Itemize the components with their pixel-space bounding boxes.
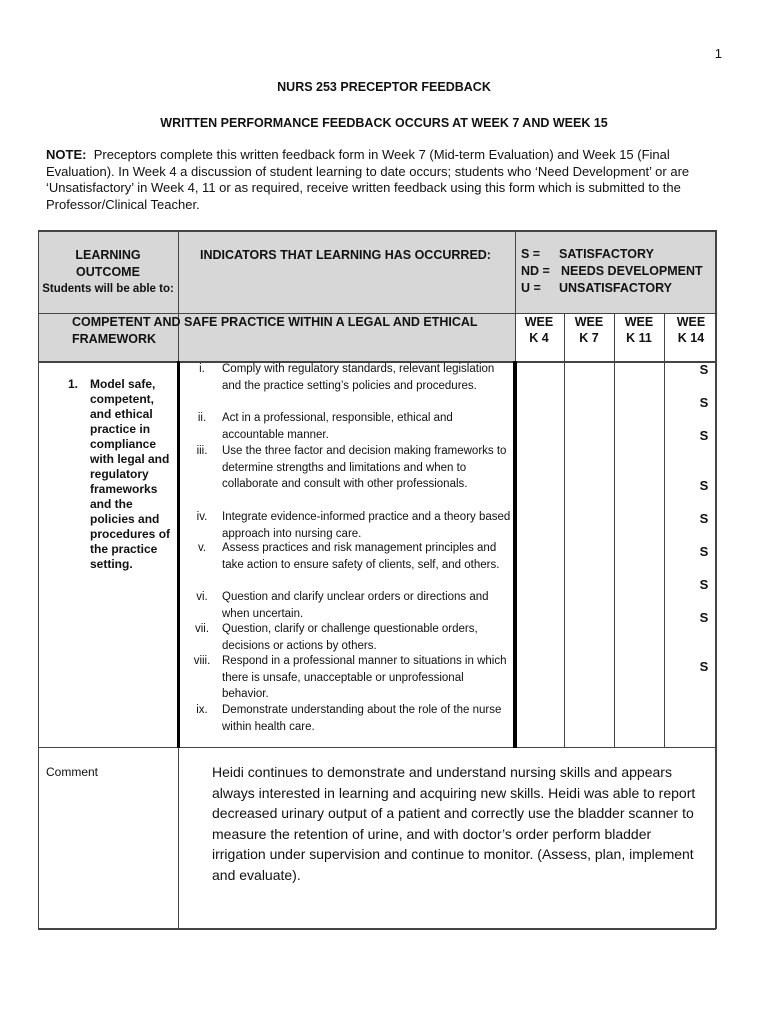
indicator-item [182, 540, 512, 573]
form-title: NURS 253 PRECEPTOR FEEDBACK [277, 80, 491, 94]
week14-mark: S [699, 478, 709, 493]
note-text: Preceptors complete this written feedback form in Week 7 (Mid-term Evaluation) and Week 15 (Final Evaluation). In Week 4 a discussion of student learning to date occurs; students who ‘Need Development’ or are ‘Unsatisfactory’ in Week 4, 11 or as required, receive written feedback using this form which is submitted to the Professor/Clinical Teacher. [46, 147, 690, 212]
week-header-14: WEE K 14 [676, 315, 706, 345]
legend-meaning: SATISFACTORY [559, 247, 654, 261]
legend-row [521, 263, 703, 280]
week14-mark: S [699, 659, 709, 674]
indicator-numeral: v. [197, 542, 207, 554]
indicator-item [182, 653, 512, 703]
note-label: NOTE: [46, 147, 87, 162]
indicator-numeral: iii. [196, 445, 208, 457]
week14-mark: S [699, 395, 709, 410]
indicator-item [182, 621, 512, 654]
indicator-text: Comply with regulatory standards, relevant legislation and the practice setting’s policies and procedures. [222, 363, 495, 392]
week14-mark: S [699, 511, 709, 526]
indicator-numeral: i. [199, 363, 205, 375]
outcome-number: 1. [68, 377, 79, 391]
week14-mark: S [699, 610, 709, 625]
week-header-4: WEE K 4 [524, 315, 554, 345]
legend-row [521, 246, 703, 263]
week-header-11: WEE K 11 [624, 315, 654, 345]
page-number: 1 [714, 46, 722, 61]
table-line-col1-thick [177, 361, 180, 748]
legend [521, 246, 703, 297]
table-line-col1-comment [178, 747, 179, 929]
indicator-item [182, 702, 512, 735]
indicator-text: Question, clarify or challenge questionable orders, decisions or actions by others. [222, 623, 478, 652]
indicator-item [182, 509, 512, 542]
indicator-text: Assess practices and risk management principles and take action to ensure safety of clients, self, and others. [222, 542, 500, 571]
indicator-text: Question and clarify unclear orders or directions and when uncertain. [222, 591, 489, 620]
indicator-numeral: ii. [197, 412, 207, 424]
legend-meaning: NEEDS DEVELOPMENT [561, 264, 703, 278]
comment-text: Heidi continues to demonstrate and understand nursing skills and appears always interested in learning and acquiring new skills. Heidi was able to report decreased urinary output of a patient and correctly use the bladder scanner to measure the retention of urine, and with doctor’s order perform bladder irrigation under supervision and continue to monitor. (Assess, plan, implement and evaluate). [212, 764, 696, 883]
indicator-text: Respond in a professional manner to situations in which there is unsafe, unacceptable or unprofessional behavior. [222, 655, 507, 700]
indicator-text: Use the three factor and decision making frameworks to determine strengths and limitations and when to collaborate and consult with other professionals. [222, 445, 507, 490]
indicator-item [182, 361, 512, 394]
indicator-text: Demonstrate understanding about the role of the nurse within health care. [222, 704, 502, 733]
indicators-header: INDICATORS THAT LEARNING HAS OCCURRED: [200, 248, 491, 262]
legend-row [521, 280, 703, 297]
outcome-header [40, 247, 176, 297]
legend-code: ND = [521, 264, 550, 278]
table-line-col2-thick [513, 361, 517, 748]
table-border-left [38, 230, 39, 929]
outcome-header-sub: Students will be able to: [42, 283, 174, 295]
table-line-col2 [515, 230, 516, 362]
indicator-numeral: vi. [196, 591, 208, 603]
outcome-header-title: LEARNING OUTCOME [75, 248, 141, 279]
table-line-week14 [664, 313, 665, 748]
legend-code: S = [521, 247, 541, 261]
form-subtitle: WRITTEN PERFORMANCE FEEDBACK OCCURS AT WEEK 7 AND WEEK 15 [160, 116, 608, 130]
week14-mark: S [699, 544, 709, 559]
legend-meaning: UNSATISFACTORY [559, 281, 672, 295]
indicator-text: Act in a professional, responsible, ethical and accountable manner. [222, 412, 453, 441]
indicator-numeral: ix. [196, 704, 208, 716]
note-paragraph [46, 147, 726, 213]
indicator-numeral: iv. [196, 511, 208, 523]
comment-label: Comment [46, 765, 99, 779]
table-border-bottom [38, 928, 716, 930]
outcome-text: Model safe, competent, and ethical practice in compliance with legal and regulatory frameworks and the policies and procedures of the practice setting. [90, 377, 171, 571]
table-line-week11 [614, 313, 615, 748]
section-title: COMPETENT AND SAFE PRACTICE WITHIN A LEGAL AND ETHICAL FRAMEWORK [72, 315, 478, 346]
week14-mark: S [699, 577, 709, 592]
week14-mark: S [699, 428, 709, 443]
indicator-item [182, 410, 512, 443]
table-line-week7 [564, 313, 565, 748]
indicator-item [182, 443, 512, 493]
week14-mark: S [699, 362, 709, 377]
indicator-numeral: viii. [193, 655, 211, 667]
legend-code: U = [521, 281, 541, 295]
learning-outcome-1 [68, 377, 172, 572]
week-header-7: WEE K 7 [574, 315, 604, 345]
indicator-item [182, 589, 512, 622]
indicator-numeral: vii. [194, 623, 210, 635]
indicator-text: Integrate evidence-informed practice and a theory based approach into nursing care. [222, 511, 511, 540]
table-border-top [38, 230, 716, 232]
